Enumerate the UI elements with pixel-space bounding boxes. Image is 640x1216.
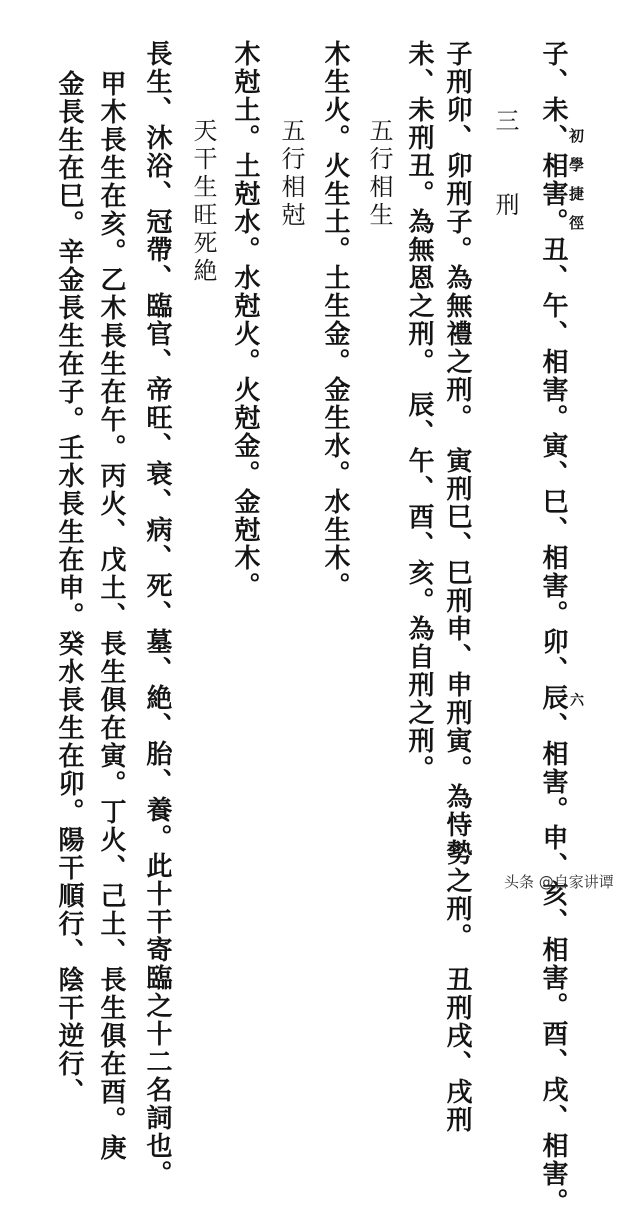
page-number: 六: [570, 693, 584, 709]
text-column-1: 子、未、相害。丑、午、相害。寅、巳、相害。卯、辰、相害。申、亥、相害。酉、戌、相害。: [538, 40, 568, 1216]
section-heading-five-elements-overcoming: 五行相尅: [277, 118, 305, 230]
text-column-8: 木尅土。土尅水。水尅火。火尅金。金尅木。: [230, 40, 260, 600]
text-column-12: 金長生在巳。辛金長生在子。壬水長生在申。癸水長生在卯。陽干順行、陰干逆行、: [54, 70, 84, 1106]
text-column-11: 甲木長生在亥。乙木長生在午。丙火、戊土、長生俱在寅。丁火、己土、長生俱在酉。庚: [96, 70, 126, 1162]
text-column-3: 子刑卯、卯刑子。為無禮之刑。 寅刑巳、巳刑申、申刑寅。為恃勢之刑。 丑刑戌、戌刑: [442, 40, 472, 1134]
text-column-4: 未、未刑丑。為無恩之刑。 辰、午、酉、亥。為自刑之刑。: [404, 40, 434, 783]
watermark-text: 头条 @自家讲谭: [504, 873, 614, 891]
section-heading-heavenly-stems: 天干生旺死絶: [189, 118, 217, 286]
text-column-10: 長生、沐浴、冠帶、臨官、帝旺、衰、病、死、墓、絶、胎、養。此十干寄臨之十二名詞也。: [142, 40, 172, 1188]
section-heading-five-elements-generating: 五行相生: [365, 118, 393, 230]
running-title: 初學捷徑: [567, 128, 585, 244]
section-heading-three-punishments: 三 刑: [491, 108, 519, 220]
text-column-6: 木生火。火生土。土生金。金生水。水生木。: [320, 40, 350, 600]
watermark: [504, 871, 614, 892]
